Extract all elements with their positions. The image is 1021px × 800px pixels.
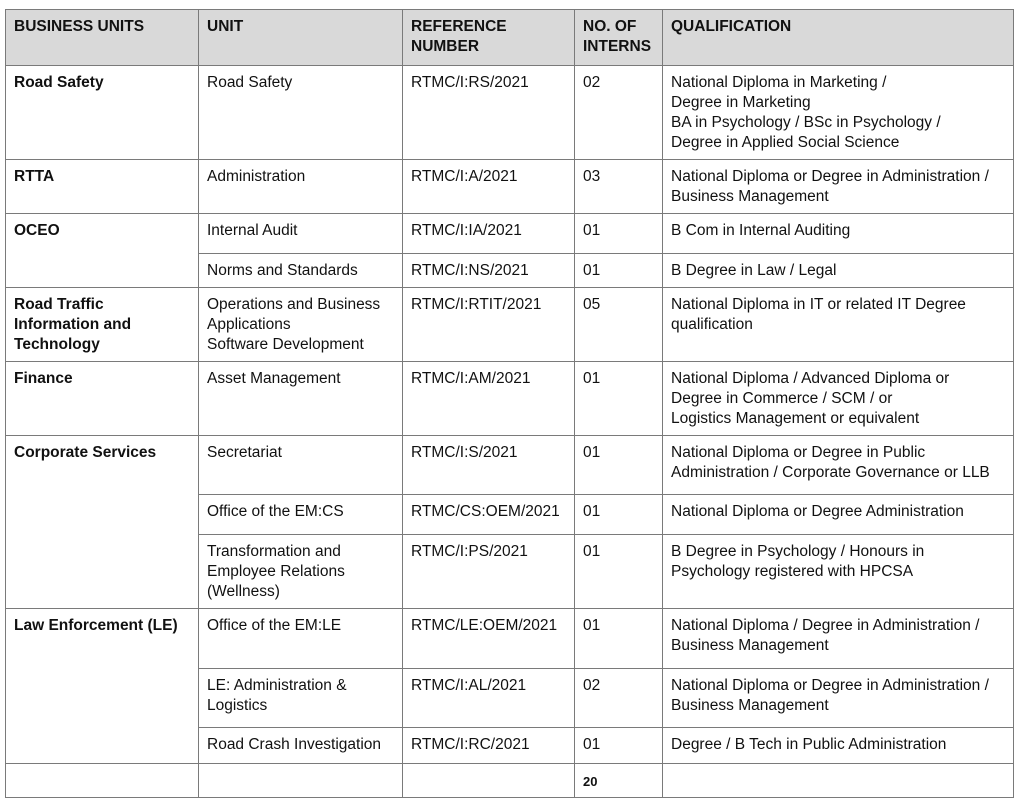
total-interns: 20 bbox=[575, 764, 663, 798]
table-row bbox=[6, 288, 1014, 362]
unit-cell: Office of the EM:CS bbox=[199, 495, 403, 535]
qualification-cell: National Diploma or Degree Administration bbox=[663, 495, 1014, 535]
business-unit-cell: Finance bbox=[6, 362, 199, 436]
empty-cell bbox=[403, 764, 575, 798]
qualification-cell: B Degree in Psychology / Honours in Psychology registered with HPCSA bbox=[663, 535, 1014, 609]
unit-cell: LE: Administration & Logistics bbox=[199, 669, 403, 728]
reference-cell: RTMC/CS:OEM/2021 bbox=[403, 495, 575, 535]
interns-cell: 02 bbox=[575, 669, 663, 728]
reference-cell: RTMC/I:RS/2021 bbox=[403, 66, 575, 160]
reference-cell: RTMC/I:RC/2021 bbox=[403, 728, 575, 764]
qualification-cell: B Degree in Law / Legal bbox=[663, 254, 1014, 288]
interns-cell: 01 bbox=[575, 254, 663, 288]
interns-cell: 01 bbox=[575, 609, 663, 669]
reference-cell: RTMC/I:AM/2021 bbox=[403, 362, 575, 436]
unit-cell: Norms and Standards bbox=[199, 254, 403, 288]
qualification-cell: National Diploma / Degree in Administration / Business Management bbox=[663, 609, 1014, 669]
interns-cell: 01 bbox=[575, 495, 663, 535]
empty-cell bbox=[663, 764, 1014, 798]
reference-cell: RTMC/I:NS/2021 bbox=[403, 254, 575, 288]
header-business-units: BUSINESS UNITS bbox=[6, 10, 199, 66]
unit-cell: Secretariat bbox=[199, 436, 403, 495]
table-row bbox=[6, 362, 1014, 436]
reference-cell: RTMC/I:PS/2021 bbox=[403, 535, 575, 609]
qualification-cell: National Diploma in Marketing / Degree in Marketing BA in Psychology / BSc in Psychology / Degree in Applied Social Science bbox=[663, 66, 1014, 160]
empty-cell bbox=[6, 764, 199, 798]
unit-cell: Asset Management bbox=[199, 362, 403, 436]
qualification-cell: B Com in Internal Auditing bbox=[663, 214, 1014, 254]
total-row bbox=[6, 764, 1014, 798]
table-row bbox=[6, 609, 1014, 669]
business-unit-cell: Road Safety bbox=[6, 66, 199, 160]
business-unit-cell: Law Enforcement (LE) bbox=[6, 609, 199, 764]
interns-cell: 05 bbox=[575, 288, 663, 362]
header-interns: NO. OF INTERNS bbox=[575, 10, 663, 66]
qualification-cell: National Diploma in IT or related IT Degree qualification bbox=[663, 288, 1014, 362]
table-row bbox=[6, 160, 1014, 214]
business-unit-cell: Road Traffic Information and Technology bbox=[6, 288, 199, 362]
qualification-cell: National Diploma / Advanced Diploma or Degree in Commerce / SCM / or Logistics Management or equivalent bbox=[663, 362, 1014, 436]
internship-table bbox=[5, 9, 1014, 798]
unit-cell: Office of the EM:LE bbox=[199, 609, 403, 669]
business-unit-cell: RTTA bbox=[6, 160, 199, 214]
header-reference-number: REFERENCE NUMBER bbox=[403, 10, 575, 66]
unit-cell: Operations and Business Applications Software Development bbox=[199, 288, 403, 362]
empty-cell bbox=[199, 764, 403, 798]
interns-cell: 01 bbox=[575, 535, 663, 609]
unit-cell: Road Safety bbox=[199, 66, 403, 160]
header-unit: UNIT bbox=[199, 10, 403, 66]
unit-cell: Administration bbox=[199, 160, 403, 214]
reference-cell: RTMC/LE:OEM/2021 bbox=[403, 609, 575, 669]
interns-cell: 01 bbox=[575, 214, 663, 254]
unit-cell: Internal Audit bbox=[199, 214, 403, 254]
table-row bbox=[6, 66, 1014, 160]
interns-cell: 01 bbox=[575, 728, 663, 764]
business-unit-cell: OCEO bbox=[6, 214, 199, 288]
unit-cell: Road Crash Investigation bbox=[199, 728, 403, 764]
qualification-cell: National Diploma or Degree in Public Administration / Corporate Governance or LLB bbox=[663, 436, 1014, 495]
interns-cell: 03 bbox=[575, 160, 663, 214]
interns-cell: 01 bbox=[575, 436, 663, 495]
interns-cell: 02 bbox=[575, 66, 663, 160]
header-row bbox=[6, 10, 1014, 66]
table-row bbox=[6, 436, 1014, 495]
qualification-cell: National Diploma or Degree in Administration / Business Management bbox=[663, 160, 1014, 214]
interns-cell: 01 bbox=[575, 362, 663, 436]
qualification-cell: National Diploma or Degree in Administration / Business Management bbox=[663, 669, 1014, 728]
reference-cell: RTMC/I:AL/2021 bbox=[403, 669, 575, 728]
reference-cell: RTMC/I:RTIT/2021 bbox=[403, 288, 575, 362]
qualification-cell: Degree / B Tech in Public Administration bbox=[663, 728, 1014, 764]
header-qualification: QUALIFICATION bbox=[663, 10, 1014, 66]
reference-cell: RTMC/I:S/2021 bbox=[403, 436, 575, 495]
reference-cell: RTMC/I:A/2021 bbox=[403, 160, 575, 214]
unit-cell: Transformation and Employee Relations (Wellness) bbox=[199, 535, 403, 609]
table-row bbox=[6, 214, 1014, 254]
reference-cell: RTMC/I:IA/2021 bbox=[403, 214, 575, 254]
business-unit-cell: Corporate Services bbox=[6, 436, 199, 609]
